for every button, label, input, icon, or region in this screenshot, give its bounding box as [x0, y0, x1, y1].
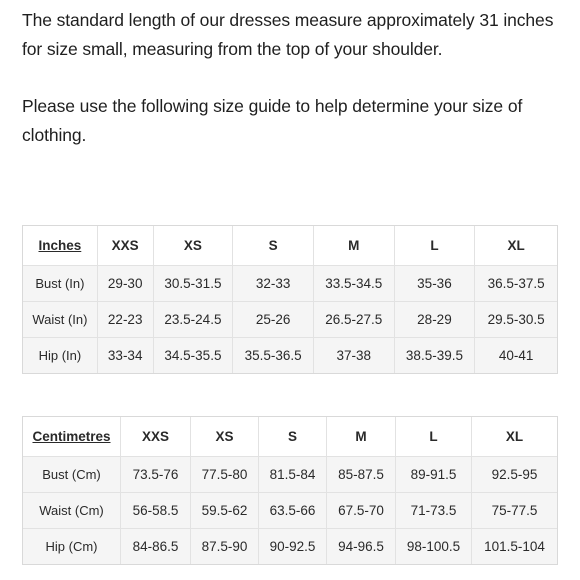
table-cell: 32-33 — [233, 266, 314, 302]
table-row — [23, 338, 557, 373]
inches-size-table — [22, 225, 558, 374]
table-cell: 101.5-104 — [472, 529, 557, 564]
table-row — [23, 529, 557, 564]
table-cell: 29.5-30.5 — [475, 302, 557, 338]
table-cell: 98-100.5 — [396, 529, 472, 564]
size-header: XS — [191, 417, 259, 457]
table-cell: 23.5-24.5 — [154, 302, 234, 338]
size-header: XS — [154, 226, 234, 266]
table-cell: 67.5-70 — [327, 493, 396, 529]
table-header-row — [23, 226, 557, 266]
measurement-label: Bust (In) — [23, 266, 98, 302]
size-header: XL — [475, 226, 557, 266]
table-cell: 29-30 — [98, 266, 154, 302]
table-cell: 90-92.5 — [259, 529, 327, 564]
table-cell: 35-36 — [395, 266, 476, 302]
size-header: XL — [472, 417, 557, 457]
table-cell: 85-87.5 — [327, 457, 396, 493]
table-cell: 92.5-95 — [472, 457, 557, 493]
table-cell: 81.5-84 — [259, 457, 327, 493]
table-cell: 89-91.5 — [396, 457, 472, 493]
size-header: S — [259, 417, 327, 457]
table-cell: 35.5-36.5 — [233, 338, 314, 373]
table-unit-header: Centimetres — [23, 417, 121, 457]
table-cell: 26.5-27.5 — [314, 302, 395, 338]
table-cell: 40-41 — [475, 338, 557, 373]
table-row — [23, 266, 557, 302]
table-cell: 30.5-31.5 — [154, 266, 234, 302]
intro-paragraph-size-guide: Please use the following size guide to help determine your size of clothing. — [22, 96, 523, 145]
size-header: S — [233, 226, 314, 266]
intro-paragraph-length: The standard length of our dresses measure approximately 31 inches for size small, measuring from the top of your shoulder. — [22, 10, 554, 59]
table-cell: 56-58.5 — [121, 493, 191, 529]
size-header: L — [395, 226, 476, 266]
table-row — [23, 493, 557, 529]
table-cell: 94-96.5 — [327, 529, 396, 564]
table-cell: 37-38 — [314, 338, 395, 373]
table-cell: 63.5-66 — [259, 493, 327, 529]
table-cell: 77.5-80 — [191, 457, 259, 493]
table-header-row — [23, 417, 557, 457]
table-cell: 71-73.5 — [396, 493, 472, 529]
table-cell: 34.5-35.5 — [154, 338, 234, 373]
table-cell: 73.5-76 — [121, 457, 191, 493]
table-cell: 33-34 — [98, 338, 154, 373]
measurement-label: Hip (Cm) — [23, 529, 121, 564]
table-cell: 22-23 — [98, 302, 154, 338]
table-cell: 36.5-37.5 — [475, 266, 557, 302]
table-cell: 25-26 — [233, 302, 314, 338]
table-cell: 75-77.5 — [472, 493, 557, 529]
table-cell: 33.5-34.5 — [314, 266, 395, 302]
size-header: XXS — [98, 226, 154, 266]
table-cell: 87.5-90 — [191, 529, 259, 564]
table-row — [23, 457, 557, 493]
measurement-label: Hip (In) — [23, 338, 98, 373]
centimetres-size-table — [22, 416, 558, 565]
size-header: M — [314, 226, 395, 266]
size-header: M — [327, 417, 396, 457]
measurement-label: Waist (In) — [23, 302, 98, 338]
table-row — [23, 302, 557, 338]
table-cell: 28-29 — [395, 302, 476, 338]
table-cell: 59.5-62 — [191, 493, 259, 529]
size-header: XXS — [121, 417, 191, 457]
table-cell: 84-86.5 — [121, 529, 191, 564]
measurement-label: Waist (Cm) — [23, 493, 121, 529]
table-cell: 38.5-39.5 — [395, 338, 476, 373]
table-unit-header: Inches — [23, 226, 98, 266]
measurement-label: Bust (Cm) — [23, 457, 121, 493]
size-header: L — [396, 417, 472, 457]
